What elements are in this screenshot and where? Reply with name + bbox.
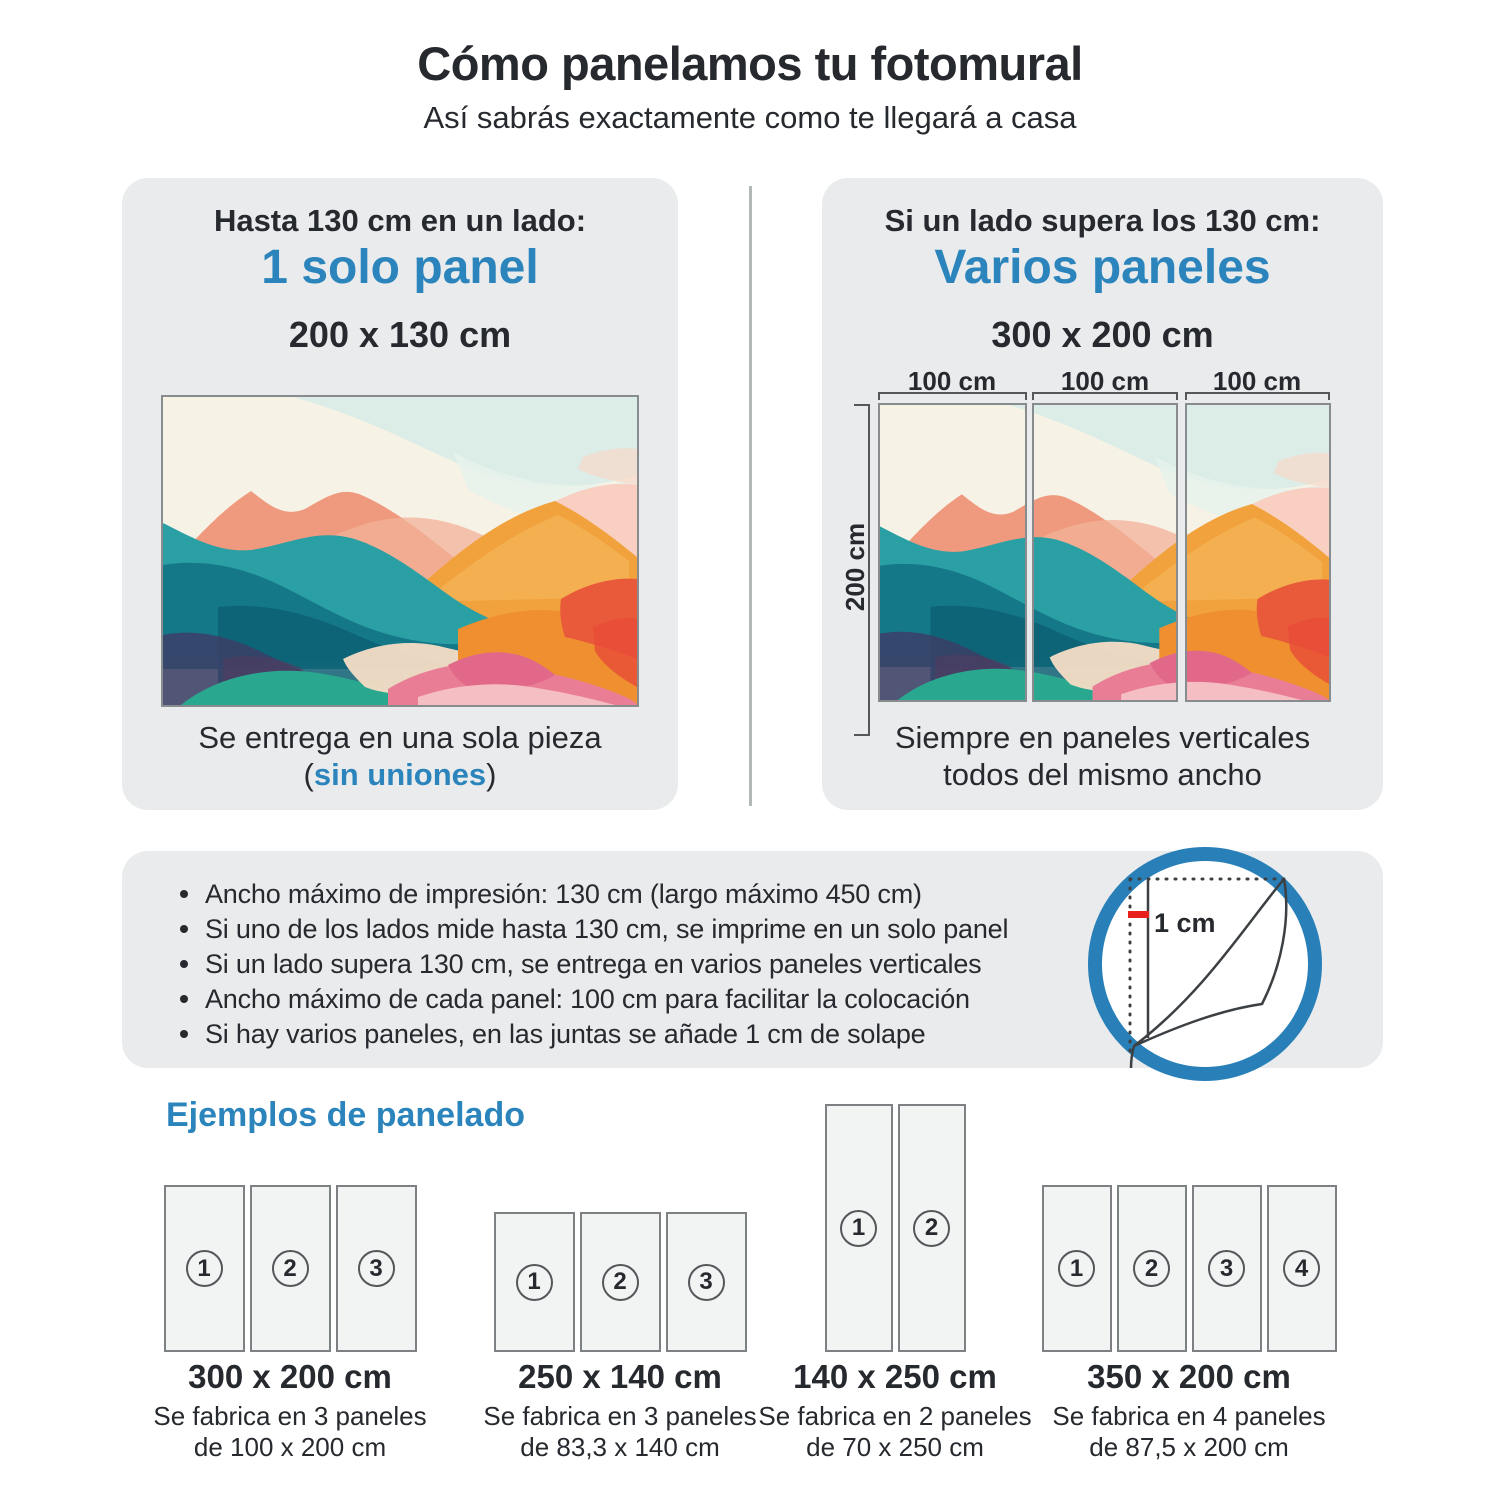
example-panel	[666, 1212, 747, 1352]
example-panel	[1117, 1185, 1187, 1352]
example-panel	[1042, 1185, 1112, 1352]
examples-heading: Ejemplos de panelado	[166, 1096, 525, 1134]
multi-panel-caption	[822, 719, 1383, 793]
panel-number-badge: 2	[1133, 1250, 1170, 1287]
example-detail-line2: de 70 x 250 cm	[806, 1432, 984, 1462]
example-panel	[250, 1185, 331, 1352]
example-group-1	[140, 1102, 440, 1482]
example-panel	[898, 1104, 966, 1352]
example-detail-line2: de 83,3 x 140 cm	[520, 1432, 720, 1462]
rule-item: Si un lado supera 130 cm, se entrega en varios paneles verticales	[174, 947, 1383, 982]
single-panel-highlight: 1 solo panel	[261, 241, 539, 294]
width-label-2: 100 cm	[1060, 366, 1150, 396]
width-label-1: 100 cm	[907, 366, 997, 396]
panel-number-badge: 2	[602, 1264, 639, 1301]
example-detail-line2: de 100 x 200 cm	[193, 1432, 387, 1462]
overlap-label: 1 cm	[1154, 908, 1216, 938]
panel-number-badge: 3	[1208, 1250, 1245, 1287]
single-panel-caption	[122, 719, 678, 793]
mural-panel-strip-3	[1185, 403, 1331, 702]
rule-item: Si uno de los lados mide hasta 130 cm, se imprime en un solo panel	[174, 912, 1383, 947]
example-panels	[140, 1102, 440, 1352]
single-panel-size: 200 x 130 cm	[288, 314, 512, 355]
example-detail-line1: Se fabrica en 2 paneles	[758, 1401, 1032, 1431]
panel-number-badge: 3	[688, 1264, 725, 1301]
example-panel	[1192, 1185, 1262, 1352]
mural-panel-strip-1	[878, 403, 1027, 702]
panel-number-badge: 1	[1058, 1250, 1095, 1287]
panel-number-badge: 2	[913, 1210, 950, 1247]
example-panel	[580, 1212, 661, 1352]
single-panel-heading: Hasta 130 cm en un lado:	[213, 203, 587, 238]
panel-number-badge: 4	[1283, 1250, 1320, 1287]
overlap-red-marker	[1128, 911, 1149, 918]
panel-number-badge: 1	[840, 1210, 877, 1247]
example-panels	[745, 1102, 1045, 1352]
paren-close: )	[486, 757, 497, 792]
caption-highlight: sin uniones	[313, 757, 487, 792]
rule-item: Ancho máximo de cada panel: 100 cm para facilitar la colocación	[174, 982, 1383, 1017]
single-panel-card	[122, 178, 678, 810]
mural-panel-strip-2	[1032, 403, 1178, 702]
panel-number-badge: 1	[186, 1250, 223, 1287]
overlap-badge-icon	[1082, 841, 1328, 1087]
multi-panel-card	[822, 178, 1383, 810]
panel-number-badge: 1	[516, 1264, 553, 1301]
example-detail-line1: Se fabrica en 3 paneles	[483, 1401, 757, 1431]
card-divider	[749, 186, 752, 806]
example-size: 350 x 200 cm	[1087, 1358, 1291, 1395]
caption-line2: todos del mismo ancho	[943, 757, 1262, 792]
example-group-4	[1039, 1102, 1339, 1482]
width-label-3: 100 cm	[1212, 366, 1302, 396]
example-panel	[494, 1212, 575, 1352]
example-detail-line2: de 87,5 x 200 cm	[1089, 1432, 1289, 1462]
example-detail-line1: Se fabrica en 4 paneles	[1052, 1401, 1326, 1431]
caption-line1: Siempre en paneles verticales	[894, 720, 1311, 755]
example-panel	[1267, 1185, 1337, 1352]
example-panel	[164, 1185, 245, 1352]
watercolor-mural-image	[161, 395, 639, 707]
multi-panel-size: 300 x 200 cm	[991, 314, 1214, 355]
example-panels	[470, 1102, 770, 1352]
example-size: 300 x 200 cm	[188, 1358, 392, 1395]
panel-number-badge: 2	[272, 1250, 309, 1287]
paren-open: (	[303, 757, 314, 792]
example-panel	[336, 1185, 417, 1352]
page-subtitle: Así sabrás exactamente como te llegará a casa	[423, 100, 1077, 135]
multi-panel-heading: Si un lado supera los 130 cm:	[884, 203, 1321, 238]
caption-line1: Se entrega en una sola pieza	[198, 720, 602, 755]
page-title: Cómo panelamos tu fotomural	[417, 37, 1083, 90]
example-panels	[1039, 1102, 1339, 1352]
rule-item: Si hay varios paneles, en las juntas se añade 1 cm de solape	[174, 1017, 1383, 1052]
rule-item: Ancho máximo de impresión: 130 cm (largo máximo 450 cm)	[174, 877, 1383, 912]
example-panel	[825, 1104, 893, 1352]
example-size: 140 x 250 cm	[793, 1358, 997, 1395]
example-group-3	[745, 1102, 1045, 1482]
multi-panel-highlight: Varios paneles	[934, 241, 1271, 294]
height-label: 200 cm	[840, 522, 870, 612]
panel-number-badge: 3	[358, 1250, 395, 1287]
example-detail-line1: Se fabrica en 3 paneles	[153, 1401, 427, 1431]
example-size: 250 x 140 cm	[518, 1358, 722, 1395]
